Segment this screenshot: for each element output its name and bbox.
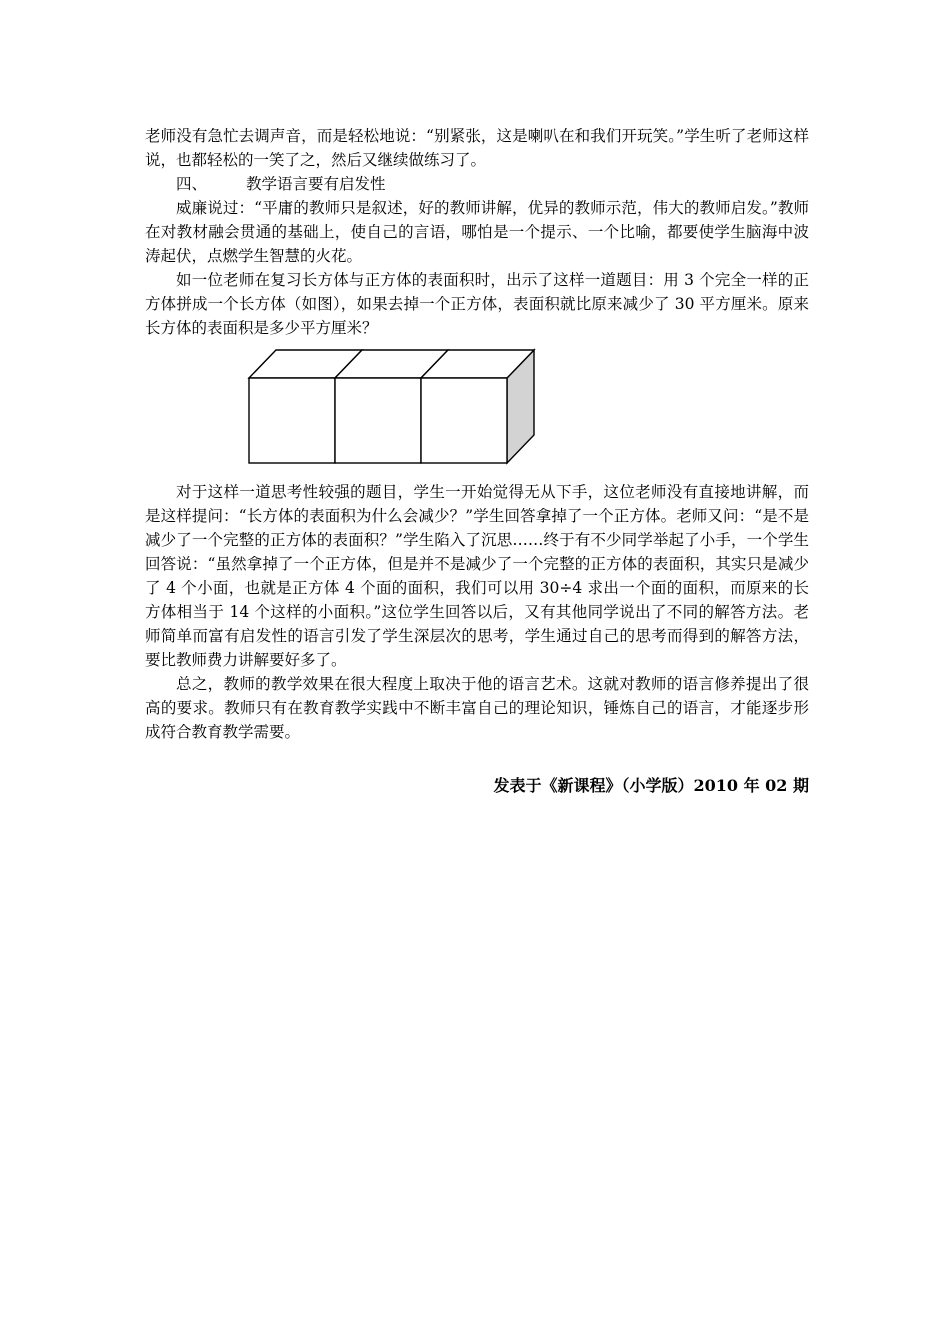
section-number: 四、: [176, 175, 208, 193]
section-heading: [145, 172, 809, 196]
section-title: 教学语言要有启发性: [246, 175, 386, 193]
cube-front-face: [335, 378, 421, 463]
cube-front-face: [249, 378, 335, 463]
cuboid-figure: [247, 348, 547, 470]
document-page: [145, 124, 809, 798]
paragraph-conclusion: 总之，教师的教学效果在很大程度上取决于他的语言艺术。这就对教师的语言修养提出了很高的要求。教师只有在教育教学实践中不断丰富自己的理论知识，锤炼自己的语言，才能逐步形成符合教育教学需要。: [145, 675, 809, 741]
cube-front-face: [421, 378, 507, 463]
paragraph-continued: 老师没有急忙去调声音，而是轻松地说：“别紧张，这是喇叭在和我们开玩笑。”学生听了老师这样说，也都轻松的一笑了之，然后又继续做练习了。: [145, 127, 809, 169]
publication-note: 发表于《新课程》（小学版）2010 年 02 期: [493, 776, 809, 795]
paragraph-problem: 如一位老师在复习长方体与正方体的表面积时，出示了这样一道题目：用 3 个完全一样的正方体拼成一个长方体（如图），如果去掉一个正方体，表面积就比原来减少了 30 平方厘米。原来长方体的表面积是多少平方厘米？: [145, 271, 809, 337]
paragraph-quote: 威廉说过：“平庸的教师只是叙述，好的教师讲解，优异的教师示范，伟大的教师启发。”教师在对教材融会贯通的基础上，使自己的言语，哪怕是一个提示、一个比喻，都要使学生脑海中波涛起伏，点燃学生智慧的火花。: [145, 199, 809, 265]
paragraph-discussion: 对于这样一道思考性较强的题目，学生一开始觉得无从下手，这位老师没有直接地讲解，而是这样提问：“长方体的表面积为什么会减少？”学生回答拿掉了一个正方体。老师又问：“是不是减少了一个完整的正方体的表面积？”学生陷入了沉思……终于有不少同学举起了小手，一个学生回答说：“虽然拿掉了一个正方体，但是并不是减少了一个完整的正方体的表面积，其实只是减少了 4 个小面，也就是正方体 4 个面的面积，我们可以用 30÷4 求出一个面的面积，而原来的长方体相当于 14 个这样的小面积。”这位学生回答以后，又有其他同学说出了不同的解答方法。老师简单而富有启发性的语言引发了学生深层次的思考，学生通过自己的思考而得到的解答方法，要比教师费力讲解要好多了。: [145, 483, 809, 669]
cuboid-drawing: [247, 348, 547, 470]
